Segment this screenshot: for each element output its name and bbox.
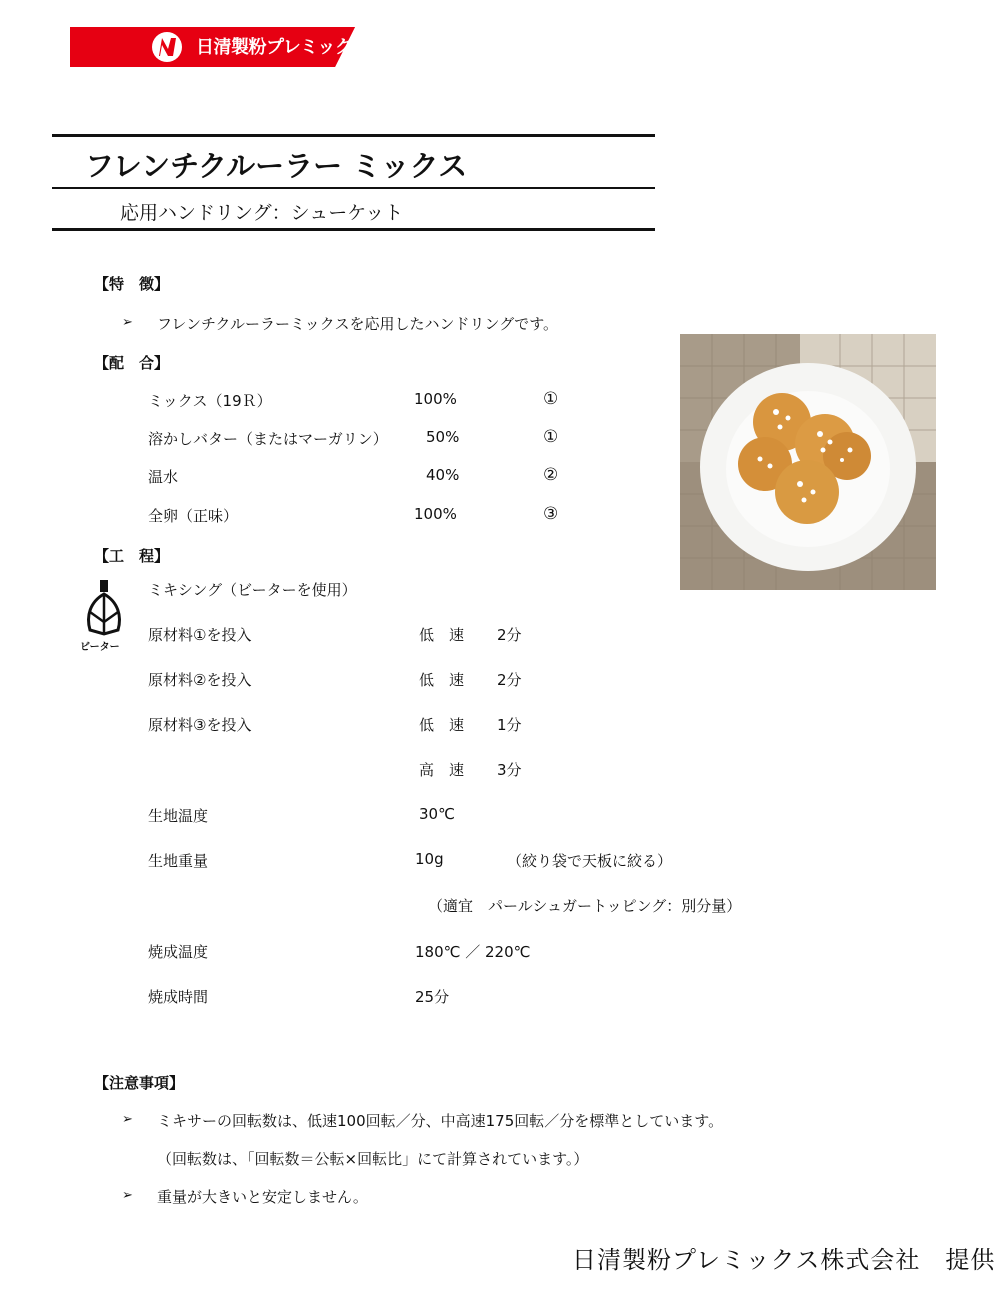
brand-logo-text: 日清製粉プレミックス: [196, 37, 370, 58]
dough-temp-value: 30℃: [419, 805, 455, 823]
process-step-label: 原材料③を投入: [148, 716, 252, 734]
bake-time-value: 25分: [415, 988, 450, 1006]
title-bottom-rule: [52, 228, 655, 231]
recipe-step: ①: [543, 427, 559, 447]
process-heading: 【工 程】: [94, 547, 170, 565]
process-step-speed: 低 速: [419, 716, 465, 734]
dough-weight-label: 生地重量: [148, 852, 209, 870]
recipe-amount: 100%: [414, 505, 457, 523]
page-title: フレンチクルーラー ミックス: [85, 149, 468, 183]
process-step-time: 2分: [497, 671, 522, 689]
dough-temp-label: 生地温度: [148, 807, 209, 825]
dough-weight-note: （絞り袋で天板に絞る）: [507, 852, 673, 870]
recipe-amount: 50%: [426, 428, 460, 446]
notes-item: 重量が大きいと安定しません。: [157, 1188, 368, 1206]
features-heading: 【特 徴】: [94, 275, 170, 293]
recipe-amount: 100%: [414, 390, 457, 408]
recipe-step: ③: [543, 504, 559, 524]
recipe-step: ①: [543, 389, 559, 409]
notes-heading: 【注意事項】: [94, 1074, 185, 1092]
title-divider: [52, 187, 655, 189]
footer-credit: 日清製粉プレミックス株式会社 提供: [572, 1246, 996, 1274]
bake-temp-value: 180℃ ／ 220℃: [415, 943, 531, 961]
bullet-icon: ➢: [122, 1112, 133, 1127]
recipe-ingredient: ミックス（19Ｒ）: [148, 392, 272, 410]
process-step-speed: 低 速: [419, 626, 465, 644]
title-top-rule: [52, 134, 655, 137]
bullet-icon: ➢: [122, 1188, 133, 1203]
bake-temp-label: 焼成温度: [148, 943, 209, 961]
process-step-time: 3分: [497, 761, 522, 779]
recipe-ingredient: 溶かしバター（またはマーガリン）: [148, 430, 388, 448]
bake-time-label: 焼成時間: [148, 988, 209, 1006]
process-step-label: 原材料①を投入: [148, 626, 252, 644]
beater-icon-label: ビーター: [80, 642, 120, 653]
mixing-title: ミキシング（ビーターを使用）: [148, 581, 357, 599]
recipe-ingredient: 全卵（正味）: [148, 507, 239, 525]
bullet-icon: ➢: [122, 315, 133, 330]
dough-weight-value: 10g: [415, 850, 444, 868]
process-step-time: 2分: [497, 626, 522, 644]
topping-note: （適宜 パールシュガートッピング：別分量）: [428, 897, 742, 915]
features-item: フレンチクルーラーミックスを応用したハンドリングです。: [157, 315, 559, 333]
product-photo: [680, 334, 936, 590]
recipe-ingredient: 温水: [148, 468, 179, 486]
recipe-step: ②: [543, 465, 559, 485]
notes-item: ミキサーの回転数は、低速100回転／分、中高速175回転／分を標準としています。: [157, 1112, 724, 1130]
recipe-amount: 40%: [426, 466, 460, 484]
process-step-speed: 低 速: [419, 671, 465, 689]
process-step-time: 1分: [497, 716, 522, 734]
process-step-label: 原材料②を投入: [148, 671, 252, 689]
notes-item-sub: （回転数は、「回転数＝公転×回転比」にて計算されています。）: [157, 1150, 589, 1168]
recipe-heading: 【配 合】: [94, 354, 170, 372]
process-step-speed: 高 速: [419, 761, 465, 779]
page-subtitle: 応用ハンドリング：シューケット: [120, 202, 404, 224]
